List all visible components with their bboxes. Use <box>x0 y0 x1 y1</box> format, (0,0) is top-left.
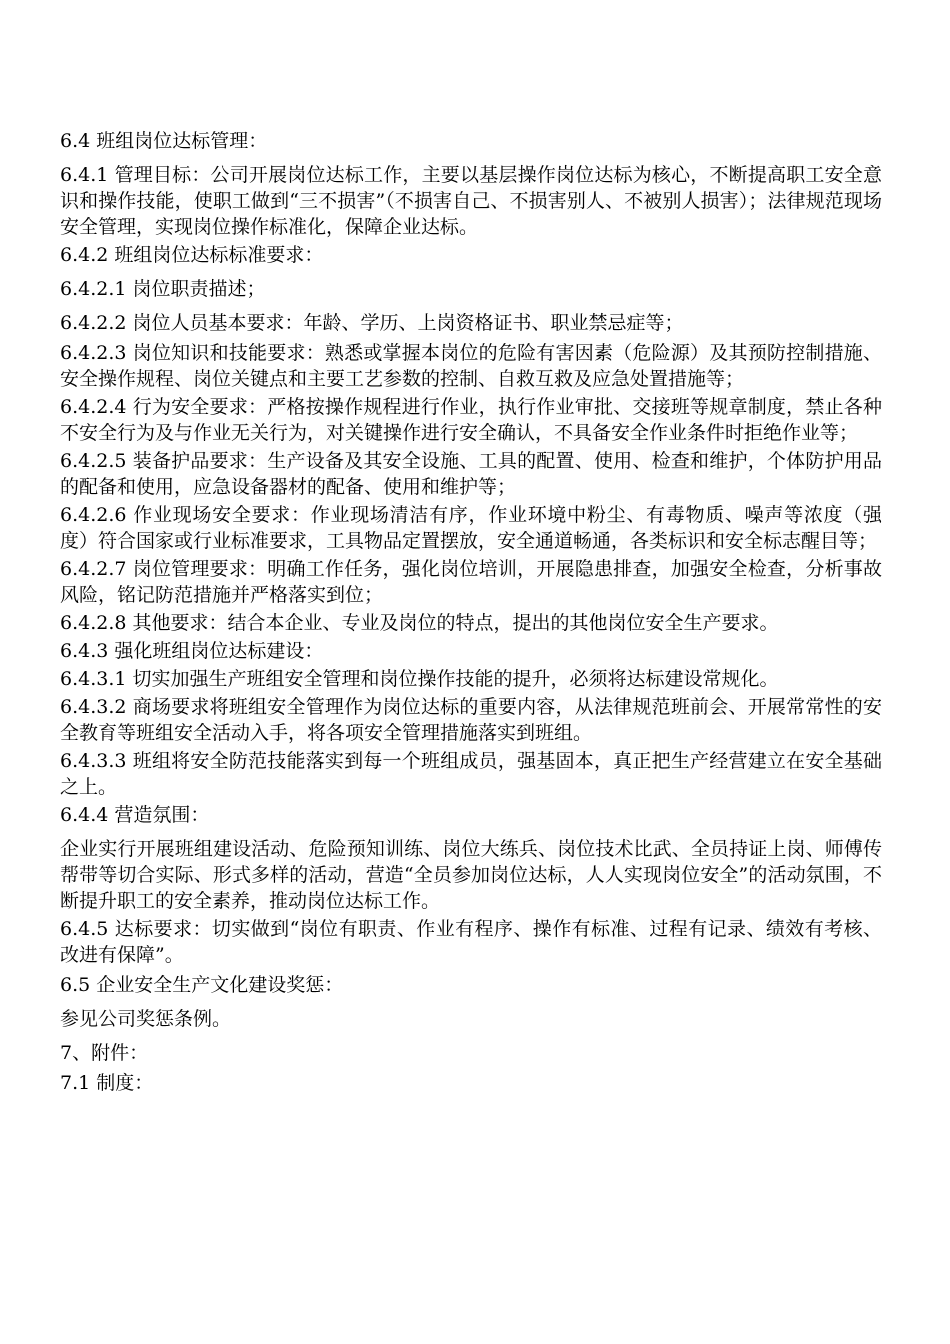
section-heading-6-4-2: 6.4.2 班组岗位达标标准要求： <box>60 244 324 266</box>
paragraph-6-4-3-2: 6.4.3.2 商场要求将班组安全管理作为岗位达标的重要内容，从法律规范班前会、开展常常性的安全教育等班组安全活动入手，将各项安全管理措施落实到班组。 <box>60 696 882 744</box>
section-heading-6-4-3: 6.4.3 强化班组岗位达标建设： <box>60 640 324 662</box>
paragraph-6-4-2-8: 6.4.2.8 其他要求：结合本企业、专业及岗位的特点，提出的其他岗位安全生产要求。 <box>60 612 779 634</box>
paragraph-6-4-2-1: 6.4.2.1 岗位职责描述； <box>60 278 266 300</box>
section-heading-6-4-4: 6.4.4 营造氛围： <box>60 804 210 826</box>
paragraph-atmosphere: 企业实行开展班组建设活动、危险预知训练、岗位大练兵、岗位技术比武、全员持证上岗、师傅传帮带等切合实际、形式多样的活动，营造“全员参加岗位达标，人人实现岗位安全”的活动氛围，不断提升职工的安全素养，推动岗位达标工作。 <box>60 838 882 912</box>
paragraph-6-4-2-4: 6.4.2.4 行为安全要求：严格按操作规程进行作业，执行作业审批、交接班等规章制度，禁止各种不安全行为及与作业无关行为，对关键操作进行安全确认，不具备安全作业条件时拒绝作业等； <box>60 396 882 444</box>
section-heading-7-1: 7.1 制度： <box>60 1072 154 1094</box>
document-body <box>60 128 882 1096</box>
section-heading-6-4: 6.4 班组岗位达标管理： <box>60 130 268 152</box>
paragraph-6-4-5: 6.4.5 达标要求：切实做到“岗位有职责、作业有程序、操作有标准、过程有记录、绩效有考核、改进有保障”。 <box>60 918 882 966</box>
paragraph-6-4-3-1: 6.4.3.1 切实加强生产班组安全管理和岗位操作技能的提升，必须将达标建设常规化。 <box>60 668 779 690</box>
paragraph-6-4-2-2: 6.4.2.2 岗位人员基本要求：年龄、学历、上岗资格证书、职业禁忌症等； <box>60 312 684 334</box>
paragraph-6-4-2-6: 6.4.2.6 作业现场安全要求：作业现场清洁有序，作业环境中粉尘、有毒物质、噪声等浓度（强度）符合国家或行业标准要求，工具物品定置摆放，安全通道畅通，各类标识和安全标志醒目等； <box>60 504 882 552</box>
paragraph-6-4-2-3: 6.4.2.3 岗位知识和技能要求：熟悉或掌握本岗位的危险有害因素（危险源）及其预防控制措施、安全操作规程、岗位关键点和主要工艺参数的控制、自救互救及应急处置措施等； <box>60 342 882 390</box>
paragraph-6-4-1: 6.4.1 管理目标：公司开展岗位达标工作，主要以基层操作岗位达标为核心，不断提高职工安全意识和操作技能，使职工做到“三不损害”（不损害自己、不损害别人、不被别人损害）；法律规范现场安全管理，实现岗位操作标准化，保障企业达标。 <box>60 164 882 238</box>
paragraph-6-4-3-3: 6.4.3.3 班组将安全防范技能落实到每一个班组成员，强基固本，真正把生产经营建立在安全基础之上。 <box>60 750 882 798</box>
section-heading-7: 7、附件： <box>60 1042 149 1064</box>
section-heading-6-5: 6.5 企业安全生产文化建设奖惩： <box>60 974 344 996</box>
paragraph-6-4-2-5: 6.4.2.5 装备护品要求：生产设备及其安全设施、工具的配置、使用、检查和维护，个体防护用品的配备和使用，应急设备器材的配备、使用和维护等； <box>60 450 882 498</box>
paragraph-reward-reference: 参见公司奖惩条例。 <box>60 1008 232 1030</box>
paragraph-6-4-2-7: 6.4.2.7 岗位管理要求：明确工作任务，强化岗位培训，开展隐患排查，加强安全检查，分析事故风险，铭记防范措施并严格落实到位； <box>60 558 882 606</box>
